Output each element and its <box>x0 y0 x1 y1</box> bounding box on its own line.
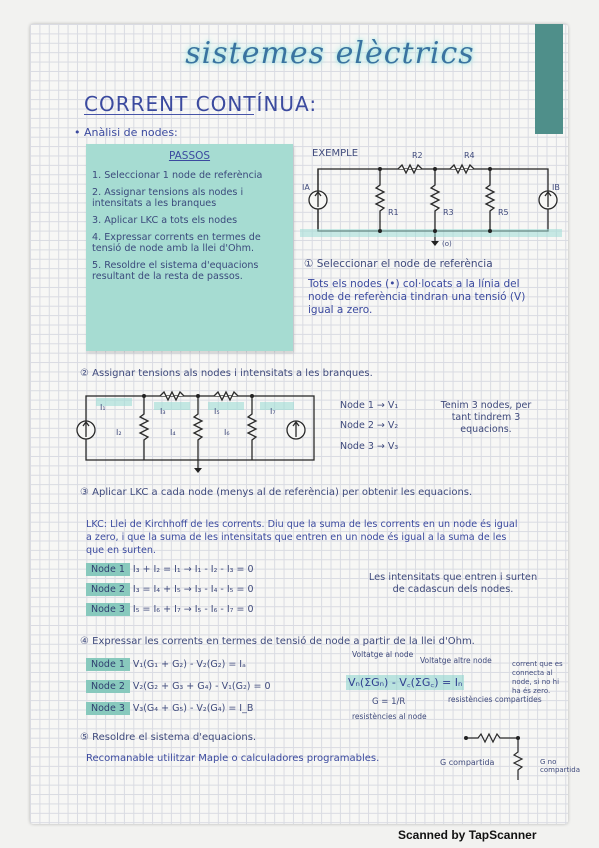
source-label: IB <box>552 183 560 192</box>
node-tag: Node 1 <box>86 658 130 671</box>
equation: V₂(G₂ + G₃ + G₄) - V₁(G₂) = 0 <box>132 681 271 692</box>
equation: I₃ = I₄ + I₅ → I₃ - I₄ - I₅ = 0 <box>132 584 254 595</box>
step1-text: Tots els nodes (•) col·locats a la línia del node de referència tindran una tensió (V) igual a zero. <box>308 278 526 316</box>
step5-title: ⑤ Resoldre el sistema d'equacions. <box>80 732 257 743</box>
step-item: 1. Seleccionar 1 node de referència <box>92 170 263 181</box>
g-diagram <box>462 728 532 784</box>
annotation: resistències al node <box>352 712 427 721</box>
step4-title: ④ Expressar les corrents en termes de tensió de node a partir de la llei d'Ohm. <box>80 636 475 647</box>
lkc-note: Les intensitats que entren i surten de cadascun dels nodes. <box>368 572 538 595</box>
node-tag: Node 3 <box>86 702 130 715</box>
resistor-label: R4 <box>464 151 475 160</box>
step-item: 3. Aplicar LKC a tots els nodes <box>92 215 238 226</box>
equation: V₃(G₄ + G₅) - V₂(G₄) = I_B <box>132 703 254 714</box>
subsection-label: • Anàlisi de nodes: <box>74 126 178 139</box>
heading-underline <box>84 114 254 115</box>
current-label: I₃ <box>160 407 166 416</box>
resistor-label: R5 <box>498 208 509 217</box>
g-label: G no compartida <box>540 758 580 774</box>
node-tag: Node 2 <box>86 583 130 596</box>
current-label: I₇ <box>270 407 276 416</box>
steps-list <box>92 170 282 288</box>
ohm-equation-row <box>86 702 253 715</box>
node-tag: Node 2 <box>86 680 130 693</box>
annotation: corrent que es connecta al node, si no hi ha és zero. <box>512 660 563 695</box>
general-formula: Vₙ(ΣGₙ) - V꜀(ΣG꜀) = Iₙ <box>348 676 463 689</box>
node-tag: Node 1 <box>86 563 130 576</box>
step1-title: ① Seleccionar el node de referència <box>304 258 493 270</box>
example-label: EXEMPLE <box>312 148 359 159</box>
current-label: I₁ <box>100 403 106 412</box>
page-tab <box>535 24 563 134</box>
step-item: 5. Resoldre el sistema d'equacions resultant de la resta de passos. <box>92 260 259 282</box>
step-item: 4. Expressar corrents en termes de tensió de node amb la llei d'Ohm. <box>92 232 261 254</box>
node-count-note: Tenim 3 nodes, per tant tindrem 3 equacions. <box>440 400 532 435</box>
annotation: Voltatge altre node <box>420 656 492 665</box>
section-heading: CORRENT CONTÍNUA: <box>84 92 318 116</box>
resistor-label: R1 <box>388 208 399 217</box>
lkc-definition: LKC: Llei de Kirchhoff de les corrents. Diu que la suma de les corrents en un node és igual a zero, i que la suma de les intensitats que entren en un node és igual a la suma de les que en surten. <box>86 519 518 556</box>
step-item: 2. Assignar tensions als nodes i intensitats a les branques <box>92 187 244 209</box>
equation: I₅ = I₆ + I₇ → I₅ - I₆ - I₇ = 0 <box>132 604 254 615</box>
lkc-equation-row <box>86 563 254 576</box>
node-assignment: Node 2 → V₂ <box>340 420 399 431</box>
ground-label: (o) <box>442 240 452 248</box>
step2-title: ② Assignar tensions als nodes i intensitats a les branques. <box>80 368 373 379</box>
resistor-label: R3 <box>443 208 454 217</box>
lkc-equation-row <box>86 603 254 616</box>
annotation: G = 1/R <box>372 697 406 707</box>
equation: V₁(G₁ + G₂) - V₂(G₂) = Iₐ <box>132 659 246 670</box>
ohm-equation-row <box>86 658 246 671</box>
resistor-label: R2 <box>412 151 423 160</box>
scanner-watermark: Scanned by TapScanner <box>398 828 537 842</box>
g-label: G compartida <box>440 758 495 767</box>
annotation: resistències compartides <box>448 695 542 704</box>
ohm-equation-row <box>86 680 271 693</box>
example-circuit <box>300 155 562 253</box>
annotation: Voltatge al node <box>352 650 414 659</box>
current-label: I₅ <box>214 407 220 416</box>
equation: I₃ + I₂ = I₁ → I₁ - I₂ - I₃ = 0 <box>132 564 254 575</box>
node-tag: Node 3 <box>86 603 130 616</box>
step5-text: Recomanable utilitzar Maple o calculadores programables. <box>86 753 380 764</box>
current-label: I₆ <box>224 428 230 437</box>
current-label: I₂ <box>116 428 122 437</box>
current-label: I₄ <box>170 428 176 437</box>
node-assignment: Node 3 → V₃ <box>340 441 399 452</box>
steps-note-card <box>86 144 293 351</box>
lkc-equation-row <box>86 583 254 596</box>
source-label: IA <box>302 183 310 192</box>
node-assignment: Node 1 → V₁ <box>340 400 399 411</box>
page-title: sistemes elèctrics <box>185 36 475 71</box>
step3-title: ③ Aplicar LKC a cada node (menys al de referència) per obtenir les equacions. <box>80 487 473 498</box>
node-circuit <box>68 384 330 474</box>
steps-title: PASSOS <box>168 150 211 162</box>
